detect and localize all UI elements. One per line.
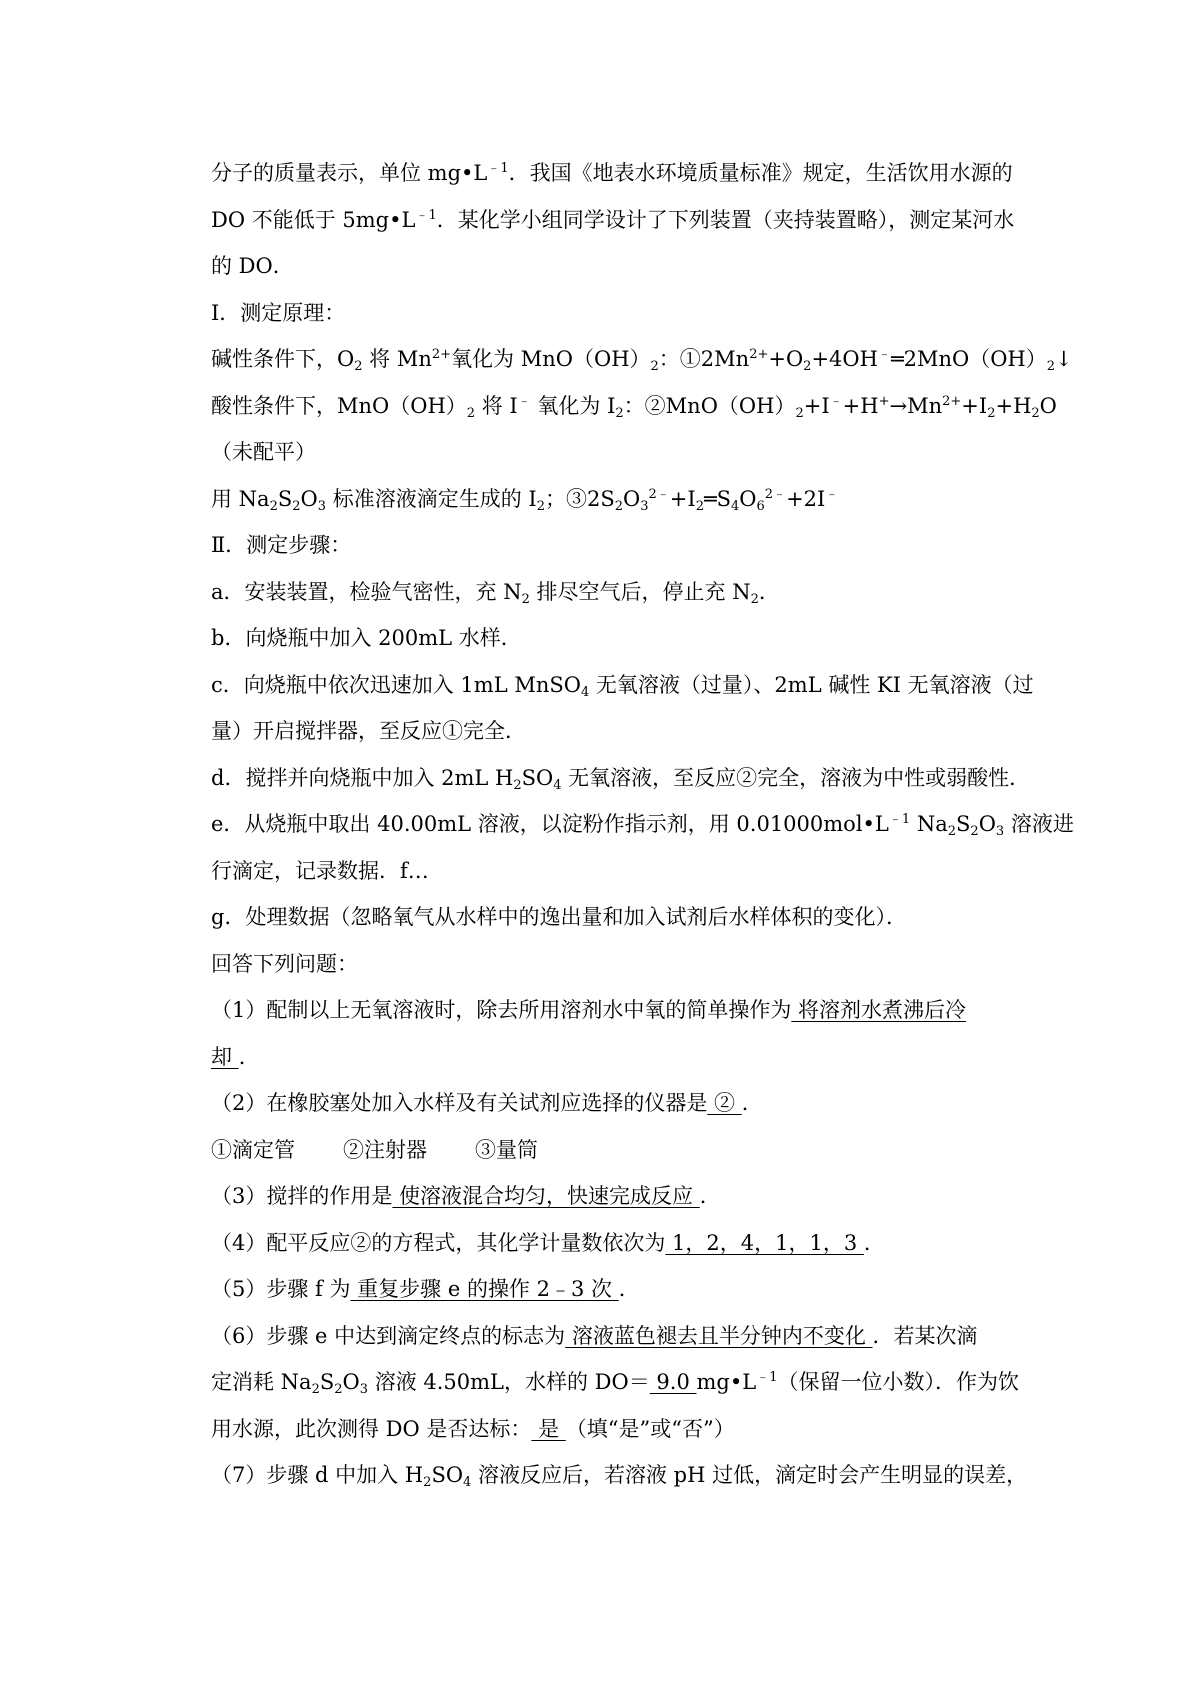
- text-line: [211, 290, 1031, 337]
- text-run: ；③2S: [544, 486, 615, 511]
- subscript: 2: [334, 1382, 343, 1397]
- text-run: ．某化学小组同学设计了下列装置（夹持装置略），测定某河水: [436, 207, 1015, 232]
- text-run: 碱性条件下，O: [211, 347, 355, 371]
- text-run: +H: [995, 393, 1032, 418]
- superscript: ﹣: [829, 393, 843, 409]
- subscript: 2: [947, 824, 957, 839]
- text-run: ↓: [1055, 347, 1073, 371]
- text-run: ：①2Mn: [658, 347, 750, 371]
- subscript: 2: [311, 1382, 320, 1397]
- text-run: ．我国《地表水环境质量标准》规定，生活饮用水源的: [508, 161, 1013, 185]
- subscript: 2: [695, 498, 704, 514]
- text-run: d．搅拌并向烧瓶中加入 2mL H: [211, 765, 514, 790]
- text-run: 溶液反应后，若溶液 pH 过低，滴定时会产生明显的误差，: [471, 1463, 1028, 1487]
- subscript: 2: [795, 405, 804, 421]
- answer-blank: 是: [531, 1416, 566, 1441]
- text-run: ．: [741, 1091, 763, 1115]
- text-line: [211, 1080, 1031, 1127]
- superscript: ﹣: [825, 486, 839, 502]
- subscript: 2: [521, 591, 530, 607]
- text-run: （6）步骤 e 中达到滴定终点的标志为: [211, 1323, 566, 1348]
- text-run: （2）在橡胶塞处加入水样及有关试剂应选择的仪器是: [211, 1091, 708, 1115]
- text-line: [211, 1359, 1031, 1406]
- text-line: [211, 755, 1031, 802]
- text-run: O: [342, 1370, 360, 1394]
- text-run: O: [739, 486, 757, 511]
- text-line: [211, 1220, 1031, 1267]
- text-run: ═2MnO（OH）: [890, 347, 1047, 371]
- text-line: [211, 1406, 1031, 1453]
- text-line: [211, 197, 1031, 244]
- text-run: SO: [431, 1463, 464, 1487]
- text-line: [211, 615, 1031, 662]
- text-run: 排尽空气后，停止充 N: [529, 579, 751, 604]
- superscript: +: [878, 393, 890, 409]
- subscript: 2: [803, 359, 812, 374]
- text-run: Ⅰ．测定原理：: [211, 300, 346, 325]
- subscript: 2: [354, 359, 363, 374]
- text-line: [211, 1034, 1031, 1081]
- text-run: ．若某次滴: [872, 1323, 978, 1348]
- text-line: [211, 987, 1031, 1034]
- subscript: 4: [731, 498, 740, 514]
- superscript: 2﹣: [648, 486, 670, 502]
- superscript: ﹣1: [756, 1370, 778, 1385]
- superscript: ﹣1: [888, 812, 911, 827]
- text-run: （1）配制以上无氧溶液时，除去所用溶剂水中氧的简单操作为: [211, 998, 792, 1022]
- text-run: S: [319, 1370, 335, 1394]
- superscript: 2+: [749, 347, 769, 362]
- subscript: 2: [513, 777, 522, 793]
- text-line: [211, 522, 1031, 569]
- text-line: [211, 941, 1031, 988]
- text-run: 将 Mn: [362, 347, 432, 371]
- subscript: 6: [756, 498, 765, 514]
- text-run: 将 I: [475, 393, 518, 418]
- text-run: 分子的质量表示，单位 mg•L: [211, 161, 488, 185]
- option-label: ③量筒: [475, 1137, 538, 1162]
- subscript: 4: [553, 777, 562, 793]
- text-run: +I: [961, 393, 988, 418]
- subscript: 2: [269, 498, 278, 514]
- subscript: 2: [614, 498, 623, 514]
- option-label: ②注射器: [343, 1137, 427, 1162]
- text-run: ：②MnO（OH）: [623, 393, 796, 418]
- text-run: ．: [238, 1044, 260, 1069]
- text-run: g．处理数据（忽略氧气从水样中的逸出量和加入试剂后水样体积的变化）．: [211, 905, 907, 929]
- answer-choices-line: [211, 1127, 1031, 1174]
- text-line: [211, 383, 1057, 430]
- text-line: [211, 1452, 1031, 1499]
- text-run: 回答下列问题：: [211, 951, 358, 976]
- text-line: [211, 708, 1031, 755]
- superscript: 2+: [431, 347, 452, 362]
- text-run: +H: [842, 393, 879, 418]
- answer-blank: 重复步骤 e 的操作 2﹣3 次: [350, 1277, 619, 1301]
- text-run: 溶液 4.50mL，水样的 DO＝: [368, 1370, 650, 1394]
- text-run: （4）配平反应②的方程式，其化学计量数依次为: [211, 1230, 666, 1255]
- subscript: 2: [987, 405, 996, 421]
- subscript: 3: [995, 824, 1005, 839]
- subscript: 3: [359, 1382, 369, 1397]
- subscript: 4: [580, 684, 590, 700]
- text-run: 用 Na: [211, 486, 270, 511]
- text-run: 无氧溶液（过量）、2mL 碱性 KI 无氧溶液（过: [589, 672, 1034, 697]
- answer-blank: 却: [211, 1044, 239, 1069]
- text-run: 的 DO．: [211, 254, 294, 278]
- text-line: [211, 1313, 1031, 1360]
- subscript: 3: [317, 498, 327, 514]
- subscript: 3: [640, 498, 649, 514]
- answer-blank: 1，2，4，1，1，3: [665, 1230, 864, 1255]
- text-run: 酸性条件下，MnO（OH）: [211, 393, 467, 418]
- superscript: ﹣: [877, 347, 891, 362]
- text-run: 氧化为 MnO（OH）: [451, 347, 651, 371]
- text-run: 行滴定，记录数据．f…: [211, 858, 429, 883]
- text-line: [211, 848, 1031, 895]
- document-body: [211, 150, 1074, 1499]
- text-run: +I: [669, 486, 696, 511]
- text-line: [211, 662, 1034, 709]
- answer-blank: 将溶剂水煮沸后冷: [791, 998, 967, 1022]
- text-run: Na: [910, 812, 948, 836]
- superscript: ﹣: [517, 393, 531, 409]
- text-run: c．向烧瓶中依次迅速加入 1mL MnSO: [211, 672, 581, 697]
- text-line: [211, 150, 1031, 197]
- text-run: ．: [699, 1184, 721, 1208]
- text-run: mg•L: [696, 1370, 757, 1394]
- answer-blank: ②: [707, 1091, 742, 1115]
- text-run: a．安装装置，检验气密性，充 N: [211, 579, 522, 604]
- superscript: 2﹣: [764, 486, 787, 502]
- text-run: 量）开启搅拌器，至反应①完全．: [211, 719, 526, 743]
- text-line: [211, 429, 1031, 476]
- text-run: （未配平）: [211, 440, 316, 464]
- text-run: ．: [758, 579, 780, 604]
- text-run: →Mn: [889, 393, 943, 418]
- text-line: [211, 243, 1031, 290]
- text-run: e．从烧瓶中取出 40.00mL 溶液，以淀粉作指示剂，用 0.01000mol•L: [211, 812, 889, 836]
- text-run: Ⅱ．测定步骤：: [211, 533, 352, 557]
- text-run: S: [277, 486, 293, 511]
- subscript: 2: [650, 359, 659, 374]
- answer-blank: 9.0: [649, 1370, 697, 1394]
- text-line: [211, 1173, 1031, 1220]
- text-run: b．向烧瓶中加入 200mL 水样．: [211, 626, 522, 650]
- subscript: 4: [463, 1475, 472, 1490]
- text-run: DO 不能低于 5mg•L: [211, 207, 416, 232]
- text-line: [211, 336, 1073, 383]
- text-run: O: [300, 486, 318, 511]
- text-run: O: [1039, 393, 1057, 418]
- text-run: （填“是”或“否”）: [565, 1416, 735, 1441]
- text-line: [211, 801, 1074, 848]
- text-run: ．: [863, 1230, 885, 1255]
- superscript: ﹣1: [415, 207, 437, 223]
- subscript: 2: [750, 591, 759, 607]
- text-run: 溶液进: [1004, 812, 1074, 836]
- text-run: （保留一位小数）．作为饮: [777, 1370, 1019, 1394]
- text-run: ．: [618, 1277, 640, 1301]
- text-run: +2I: [786, 486, 826, 511]
- text-run: +4OH: [811, 347, 878, 371]
- superscript: ﹣1: [487, 161, 509, 176]
- text-run: 氧化为 I: [530, 393, 616, 418]
- text-run: 无氧溶液，至反应②完全，溶液为中性或弱酸性．: [561, 765, 1031, 790]
- subscript: 2: [292, 498, 301, 514]
- text-run: SO: [521, 765, 554, 790]
- text-run: （3）搅拌的作用是: [211, 1184, 393, 1208]
- subscript: 2: [1031, 405, 1040, 421]
- text-run: +O: [768, 347, 804, 371]
- text-run: +I: [803, 393, 830, 418]
- text-run: 定消耗 Na: [211, 1370, 312, 1394]
- text-run: （7）步骤 d 中加入 H: [211, 1463, 424, 1487]
- text-line: [211, 569, 1031, 616]
- text-run: 用水源，此次测得 DO 是否达标：: [211, 1416, 532, 1441]
- text-run: （5）步骤 f 为: [211, 1277, 351, 1301]
- answer-blank: 溶液蓝色褪去且半分钟内不变化: [565, 1323, 873, 1348]
- subscript: 2: [1046, 359, 1056, 374]
- subscript: 2: [466, 405, 476, 421]
- text-line: [211, 476, 1031, 523]
- subscript: 2: [970, 824, 979, 839]
- subscript: 2: [536, 498, 545, 514]
- text-run: ═S: [703, 486, 731, 511]
- subscript: 2: [423, 1475, 432, 1490]
- subscript: 2: [615, 405, 624, 421]
- option-label: ①滴定管: [211, 1137, 295, 1162]
- text-line: [211, 894, 1031, 941]
- text-run: 标准溶液滴定生成的 I: [326, 486, 537, 511]
- answer-blank: 使溶液混合均匀，快速完成反应: [392, 1184, 700, 1208]
- superscript: 2+: [942, 393, 962, 409]
- text-run: O: [623, 486, 641, 511]
- text-line: [211, 1266, 1031, 1313]
- text-run: S: [956, 812, 971, 836]
- text-run: O: [978, 812, 996, 836]
